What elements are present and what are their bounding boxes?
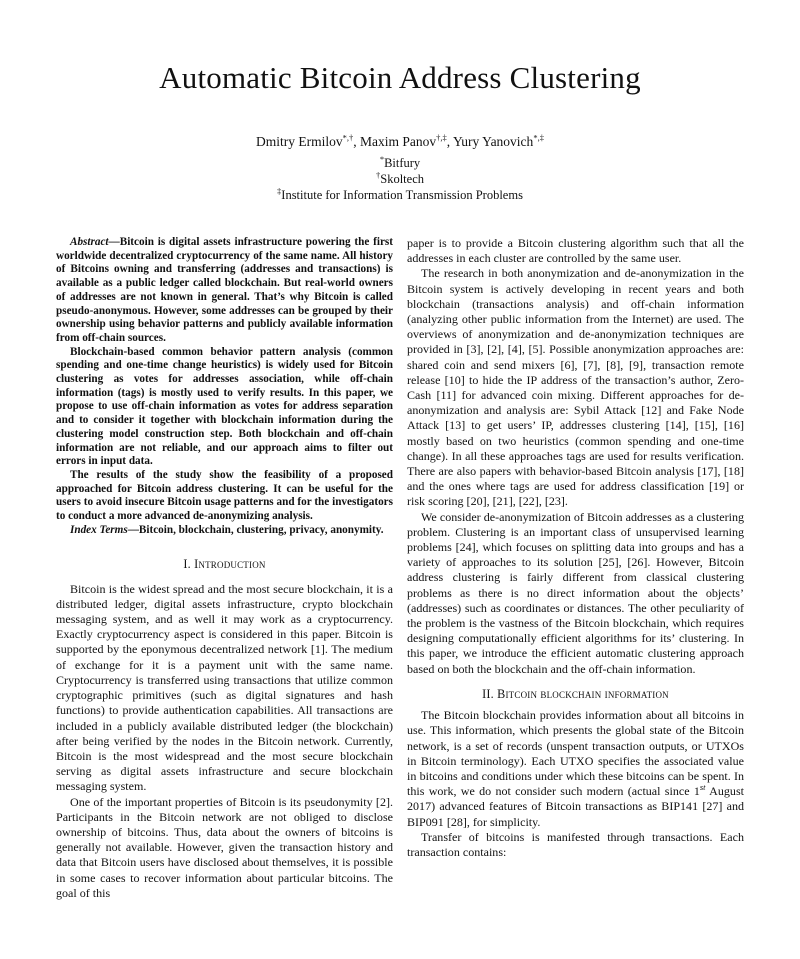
abstract-paragraph: The results of the study show the feasibility of a proposed approached for Bitcoin address clustering. It can be useful for the users to avoid insecure Bitcoin usage patterns and for the investigators to conduct a more advanced de-anonymizing analysis. [56,468,393,523]
affiliation-mark: † [376,169,381,180]
affiliation [0,153,800,171]
index-terms-paragraph: Index Terms—Bitcoin, blockchain, clustering, privacy, anonymity. [70,523,384,536]
body-paragraph: The research in both anonymization and de-anonymization in the Bitcoin system is actively developing in recent years and both blockchain (transactions analysis) and off-chain information (analyzing other public information from the Internet) are used. The overviews of anonymization and de-anonymization techniques are provided in [3], [2], [4], [5]. Possible anonymization approaches are: shared coin and send mixers [6], [7], [8], [9], transaction remote release [10] to hide the IP address of the transaction’s author, Zero-Cash [11] for advanced coin mixing. Different approaches for de-anonymization and analysis are: Sybil Attack [12] and Fake Node Attack [13] to get users’ IP, addresses clustering [14], [15], [16] mostly based on two heuristics (common spending and one-time change). In all these approaches tags are used for results verification. There are also papers with behavior-based Bitcoin analysis [17], [18] and the ones where tags are used for address classification [19] or risk scoring [20], [21], [22], [23]. [407,266,744,509]
affiliation-name: Institute for Information Transmission Problems [281,188,523,202]
author-name: Maxim Panov [360,134,437,149]
affiliation-name: Bitfury [384,156,421,170]
affiliation-mark: ‡ [277,185,282,196]
author-marks: *,‡ [533,132,544,143]
paper-title: Automatic Bitcoin Address Clustering [159,60,641,95]
left-column [56,236,393,901]
author-name: Dmitry Ermilov [256,134,343,149]
affiliation [0,169,800,187]
body-paragraph: paper is to provide a Bitcoin clustering algorithm such that all the addresses in each cluster are controlled by the same user. [407,236,744,266]
body-paragraph: Transfer of bitcoins is manifested through transactions. Each transaction contains: [407,829,744,859]
abstract-label: Abstract [70,236,109,248]
affiliation-name: Skoltech [380,172,424,186]
affiliation [0,185,800,203]
abstract-paragraph: Abstract—Bitcoin is digital assets infrastructure powering the first worldwide decentralized cryptocurrency of the same name. All history of Bitcoins owning and transferring (addresses and transactions) is available as a public ledger called blockchain. But real-world owners of addresses are not known in general. That’s why Bitcoin is called pseudo-anonymous. However, some addresses can be grouped by their ownership using behavior patterns and publicly available information from off-chain sources. [56,236,393,344]
affiliation-mark: * [379,153,385,164]
abstract [56,236,393,524]
index-terms-label: Index Terms [70,523,128,536]
abstract-paragraph: Blockchain-based common behavior pattern analysis (common spending and one-time change heuristics) is widely used for Bitcoin clustering as votes for addresses association, while off-chain information (tags) is mostly used to verify results. In this paper, we propose to use off-chain information as votes for address separation and to consider it together with blockchain information during the clustering model construction step. Both blockchain and off-chain information are not reliable, and our approach aims to filter out errors in input data. [56,345,393,468]
author-name: Yury Yanovich [453,134,534,149]
author-marks: †,‡ [436,132,447,143]
section-heading: I. Introduction [183,557,266,572]
right-column [407,236,744,860]
author-line: Dmitry Ermilov*,†, Maxim Panov†,‡, Yury Yanovich*,‡ [256,132,544,149]
body-paragraph: One of the important properties of Bitcoin is its pseudonymity [2]. Participants in the Bitcoin network are not obliged to disclose ownership of bitcoins. Thus, data about the owners of bitcoins is generally not available. However, given the transaction history and data that Bitcoin users have disclosed about themselves, it is possible in some cases to recover information about particular bitcoins. The goal of this [56,794,393,900]
author-marks: *,† [342,132,354,143]
body-paragraph: The Bitcoin blockchain provides information about all bitcoins in use. This information, which presents the global state of the Bitcoin network, is a set of records (unspent transaction outputs, or UTXOs in Bitcoin terminology). Each UTXO specifies the associated value in bitcoins and conditions under which these bitcoins can be spent. In this work, we do not consider such modern (actual since 1st August 2017) advanced features of Bitcoin transactions as BIP141 [27] and BIP091 [28], for simplicity. [407,708,744,829]
body-paragraph: Bitcoin is the widest spread and the most secure blockchain, it is a distributed ledger, digital assets infrastructure, crypto blockchain messaging system, and as well it may work as a cryptocurrency. Exactly cryptocurrency aspect is considered in this paper. Bitcoin is supported by the eponymous decentralized network [1]. The medium of exchange for it is a payment unit with the same name. Cryptocurrency is transferred using transactions that utilize common cryptographic primitives (such as digital signatures and hash functions) to provide authentication capabilities. All transactions are included in a publicly available distributed ledger (the blockchain) after being verified by the nodes in the Bitcoin network. Currently, Bitcoin is the most widespread and the most secure blockchain serving as digital assets infrastructure and secure blockchain messaging system. [56,581,393,794]
index-terms [56,524,393,538]
body-paragraph: We consider de-anonymization of Bitcoin addresses as a clustering problem. Clustering is an important class of unsupervised learning problems [24], which focuses on splitting data into groups and has a variety of approaches to its solution [25], [26]. However, Bitcoin address clustering is fairly different from classical clustering problems as there is no direct information about the objects’ (addresses) such as coordinates or distances. The other peculiarity of the problem is the vastness of the Bitcoin blockchain, which requires designing computationally efficient algorithms for its’ clustering. In this paper, we introduce the efficient automatic clustering approach based on both the blockchain and the off-chain information. [407,509,744,676]
section-heading: II. Bitcoin blockchain information [482,686,669,701]
